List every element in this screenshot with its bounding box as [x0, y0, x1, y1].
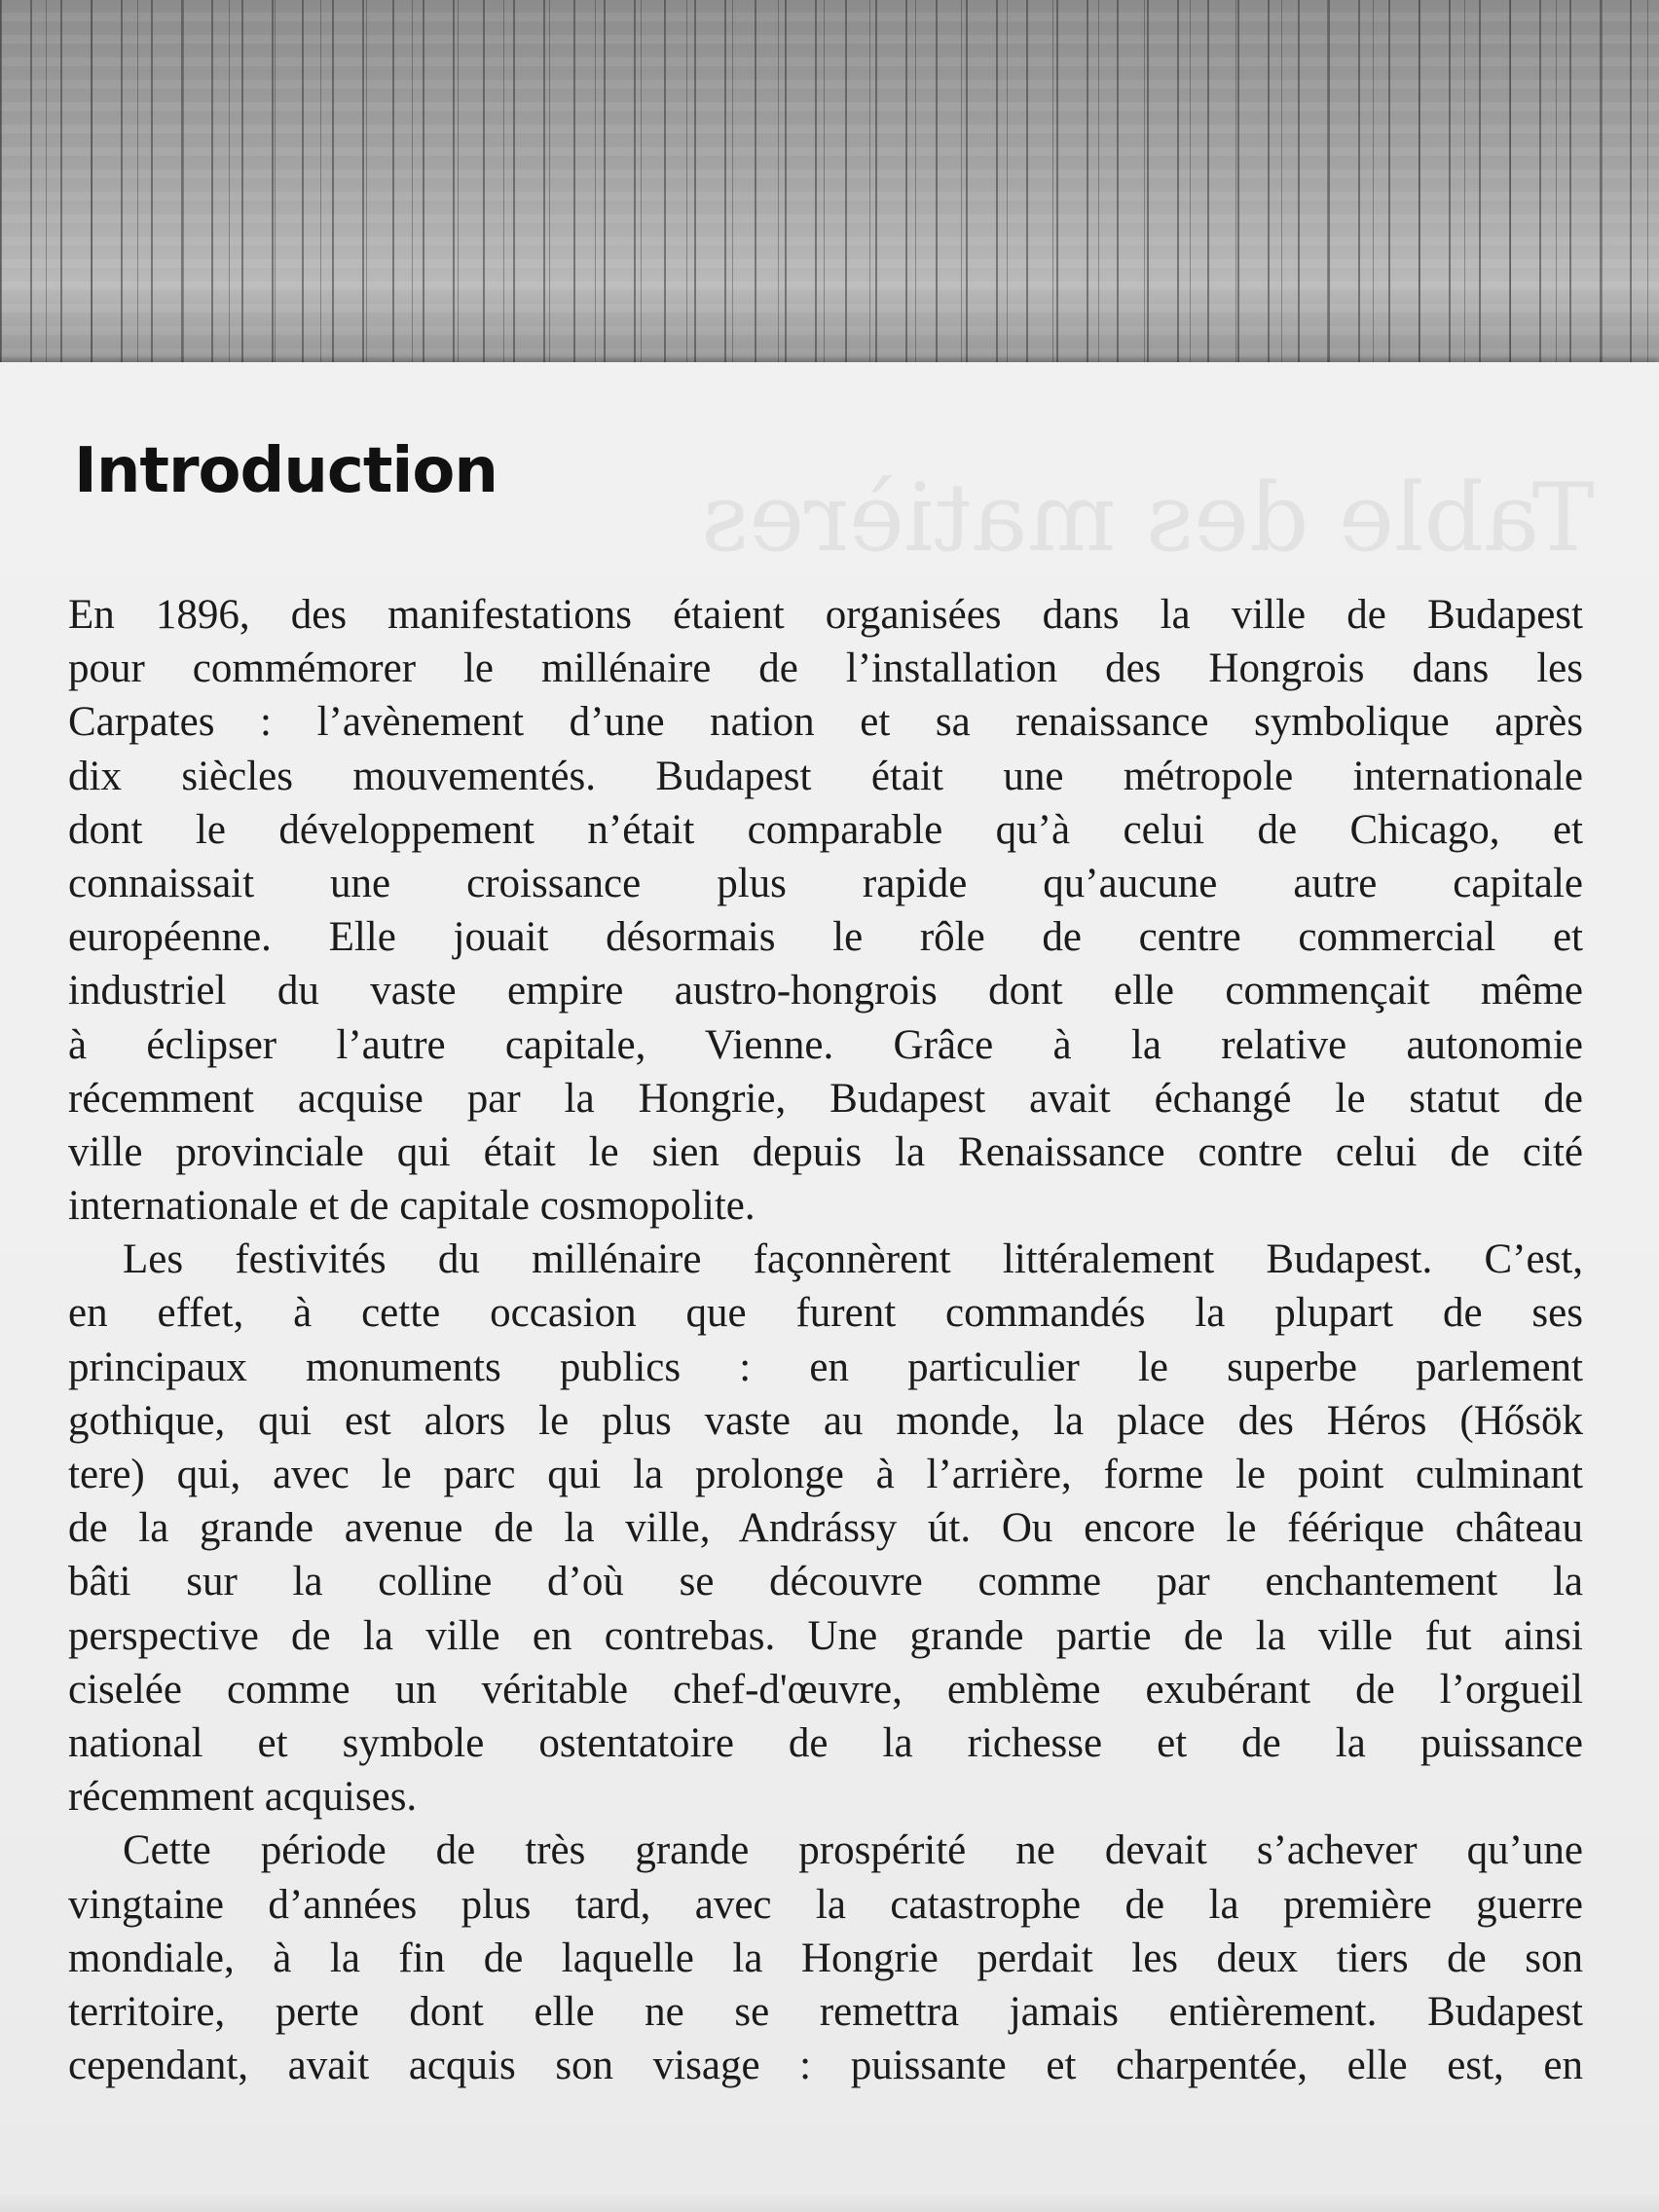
paragraph-3 [68, 1824, 1583, 2092]
text-line: ciselée comme un véritable chef-d'œuvre, emblème exubérant de l’orgueil [68, 1666, 1583, 1713]
text-line: gothique, qui est alors le plus vaste au monde, la place des Héros (Hősök [68, 1397, 1583, 1444]
text-line: de la grande avenue de la ville, Andrássy út. Ou encore le féérique château [68, 1505, 1583, 1552]
textured-backdrop [0, 0, 1659, 380]
text-line: cependant, avait acquis son visage : puissante et charpentée, elle est, en [68, 2043, 1583, 2089]
text-line: en effet, à cette occasion que furent commandés la plupart de ses [68, 1290, 1583, 1337]
text-line: internationale et de capitale cosmopolite. [68, 1183, 756, 1230]
text-line: vingtaine d’années plus tard, avec la catastrophe de la première guerre [68, 1881, 1583, 1928]
text-line: européenne. Elle jouait désormais le rôle de centre commercial et [68, 914, 1583, 961]
text-line: industriel du vaste empire austro-hongrois dont elle commençait même [68, 968, 1583, 1014]
text-line: principaux monuments publics : en particulier le superbe parlement [68, 1344, 1583, 1390]
page-heading: Introduction [74, 435, 498, 507]
text-line: récemment acquise par la Hongrie, Budapest avait échangé le statut de [68, 1075, 1583, 1122]
text-line: récemment acquises. [68, 1774, 418, 1821]
book-page [0, 362, 1659, 2212]
text-line: En 1896, des manifestations étaient organisées dans la ville de Budapest [68, 592, 1583, 638]
text-line: Cette période de très grande prospérité ne devait s’achever qu’une [123, 1827, 1583, 1874]
text-line: à éclipser l’autre capitale, Vienne. Grâce à la relative autonomie [68, 1021, 1583, 1068]
text-line: mondiale, à la fin de laquelle la Hongrie perdait les deux tiers de son [68, 1935, 1583, 1981]
text-line: connaissait une croissance plus rapide qu’aucune autre capitale [68, 860, 1583, 906]
text-line: Les festivités du millénaire façonnèrent littéralement Budapest. C’est, [123, 1236, 1583, 1283]
paragraph-1 [68, 588, 1583, 1233]
text-line: ville provinciale qui était le sien depuis la Renaissance contre celui de cité [68, 1128, 1583, 1175]
body-text [68, 588, 1583, 2092]
text-line: perspective de la ville en contrebas. Une grande partie de la ville fut ainsi [68, 1612, 1583, 1659]
text-line: dont le développement n’était comparable qu’à celui de Chicago, et [68, 806, 1583, 853]
text-line: territoire, perte dont elle ne se remettra jamais entièrement. Budapest [68, 1988, 1583, 2035]
show-through-text: Table des matières [701, 463, 1595, 572]
text-line: dix siècles mouvementés. Budapest était une métropole internationale [68, 753, 1583, 799]
text-line: national et symbole ostentatoire de la richesse et de la puissance [68, 1719, 1583, 1766]
text-line: Carpates : l’avènement d’une nation et sa renaissance symbolique après [68, 699, 1583, 746]
page-bottom-shade [0, 2193, 1659, 2212]
text-line: bâti sur la colline d’où se découvre comme par enchantement la [68, 1559, 1583, 1605]
text-line: tere) qui, avec le parc qui la prolonge à l’arrière, forme le point culminant [68, 1452, 1583, 1497]
paragraph-2 [68, 1233, 1583, 1824]
text-line: pour commémorer le millénaire de l’installation des Hongrois dans les [68, 645, 1583, 692]
